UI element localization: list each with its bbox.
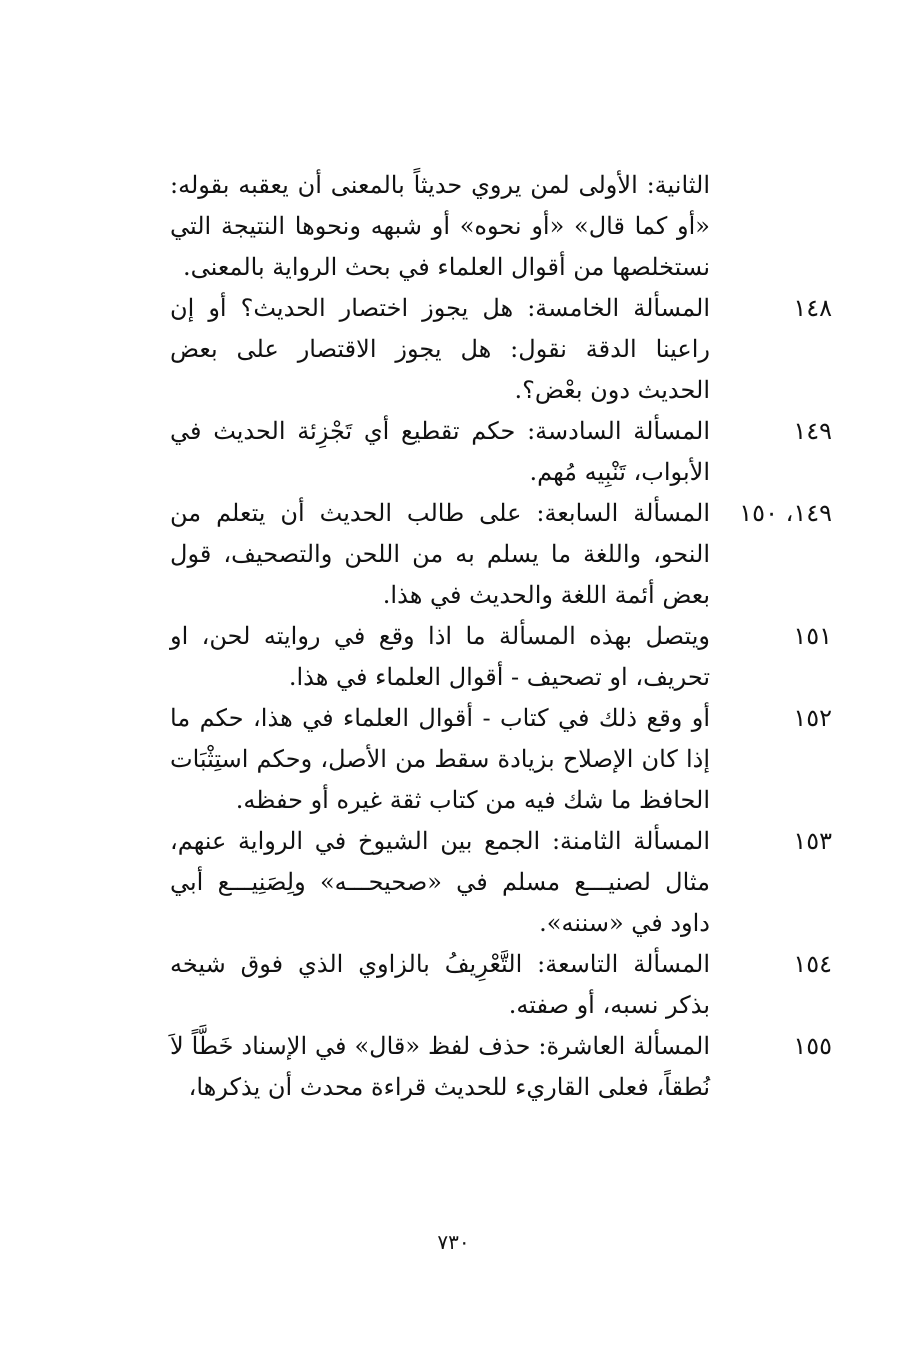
index-entry xyxy=(120,411,840,493)
entry-text: الثانية: الأولى لمن يروي حديثاً بالمعنى أن يعقبه بقوله: «أو كما قال» «أو نحوه» أو شبهه ونحوها النتيجة التي نستخلصها من أقوال العلماء في بحث الرواية بالمعنى. xyxy=(170,171,710,281)
entry-page-number: ١٤٨ xyxy=(793,294,832,322)
entry-text: المسألة السادسة: حكم تقطيع أي تَجْزِئة الحديث في الأبواب، تَنْبِيه مُهم. xyxy=(170,417,710,486)
index-entries xyxy=(120,165,840,1108)
entry-text: المسألة الخامسة: هل يجوز اختصار الحديث؟ أو إن راعينا الدقة نقول: هل يجوز الاقتصار على بعض الحديث دون بعْض؟. xyxy=(170,294,710,404)
index-entry xyxy=(120,165,840,288)
entry-text: ويتصل بهذه المسألة ما اذا وقع في روايته لحن، او تحريف، او تصحيف - أقوال العلماء في هذا. xyxy=(170,622,710,691)
index-entry xyxy=(120,493,840,616)
page-number: ٧٣٠ xyxy=(437,1230,470,1254)
entry-page-number: ١٥٥ xyxy=(793,1032,832,1060)
entry-text: المسألة السابعة: على طالب الحديث أن يتعلم من النحو، واللغة ما يسلم به من اللحن والتصحيف، قول بعض أئمة اللغة والحديث في هذا. xyxy=(170,499,710,609)
index-entry xyxy=(120,944,840,1026)
index-entry xyxy=(120,698,840,821)
entry-page-number: ١٤٩، ١٥٠ xyxy=(739,499,832,527)
entry-page-number: ١٤٩ xyxy=(793,417,832,445)
entry-page-number: ١٥١ xyxy=(793,622,832,650)
entry-text: المسألة الثامنة: الجمع بين الشيوخ في الرواية عنهم، مثال لصنيـــع مسلم في «صحيحـــه» ولِصَنِيـــع أبي داود في «سننه». xyxy=(170,827,710,937)
index-entry xyxy=(120,288,840,411)
entry-page-number: ١٥٢ xyxy=(793,704,832,732)
index-entry xyxy=(120,821,840,944)
index-entry xyxy=(120,616,840,698)
entry-text: أو وقع ذلك في كتاب - أقوال العلماء في هذا، حكم ما إذا كان الإصلاح بزيادة سقط من الأصل، وحكم استِثْبَات الحافظ ما شك فيه من كتاب ثقة غيره أو حفظه. xyxy=(170,704,710,814)
entry-page-number: ١٥٤ xyxy=(793,950,832,978)
entry-text: المسألة العاشرة: حذف لفظ «قال» في الإسناد خَطَّاً لاَ نُطقاً، فعلى القاريء للحديث قراءة محدث أن يذكرها، xyxy=(170,1032,710,1101)
entry-page-number: ١٥٣ xyxy=(793,827,832,855)
index-entry xyxy=(120,1026,840,1108)
entry-text: المسألة التاسعة: التَّعْرِيفُ بالزاوي الذي فوق شيخه بذكر نسبه، أو صفته. xyxy=(170,950,710,1019)
